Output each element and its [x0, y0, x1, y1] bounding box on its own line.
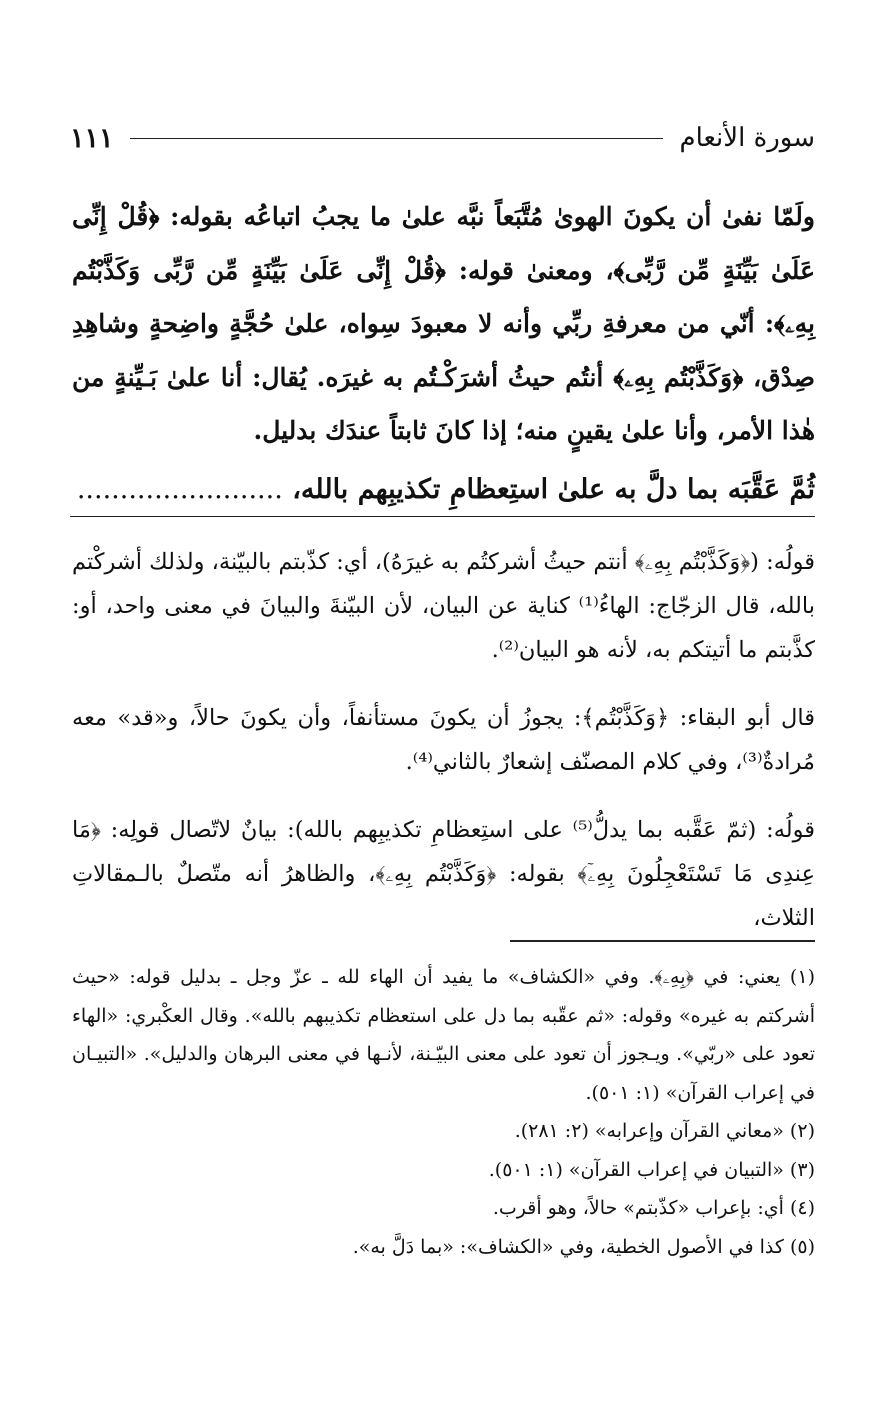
footnote-4: (٤) أي: بإعراب «كذّبتم» حالاً، وهو أقرب.: [492, 1197, 815, 1219]
footnote-2: (٢) «معاني القرآن وإعرابه» (٢: ٢٨١).: [514, 1120, 815, 1142]
page-number: ١١١: [70, 122, 114, 154]
footnotes: [72, 958, 815, 1266]
footnote-5: (٥) كذا في الأصول الخطية، وفي «الكشاف»: «بما دَلَّ به».: [352, 1235, 815, 1258]
section-divider: [70, 516, 815, 517]
footnote-3: (٣) «التبيان في إعراب القرآن» (١: ٥٠١).: [488, 1158, 815, 1181]
gloss-paragraph-1: [72, 540, 815, 672]
commentary-text: ولَمّا نفىٰ أن يكونَ الهوىٰ مُتَّبَعاً نبَّه علىٰ ما يجبُ اتباعُه بقوله: ﴿قُلْ إِنِّى عَلَىٰ بَيِّنَةٍ مِّن رَّبِّى﴾، ومعنىٰ قوله: ﴿قُلْ إِنِّى عَلَىٰ بَيِّنَةٍ مِّن رَّبِّى وَكَذَّبْتُم بِهِۦ﴾: أنّي من معرفةِ ربِّي وأنه لا معبودَ سِواه، علىٰ حُجَّةٍ واضِحةٍ وشاهِدِ صِدْق، ﴿وَكَذَّبْتُم بِهِۦ﴾ أنتُم حيثُ أشرَكْـتُم به غيرَه. يُقال: أنا علىٰ بَـيِّنةٍ من هٰذا الأمر، وأنا علىٰ يقينٍ منه؛ إذا كانَ ثابتاً عندَك بدليل.: [72, 202, 815, 445]
footnote-1: (١) يعني: في ﴿بِهِۦ﴾. وفي «الكشاف» ما يفيد أن الهاء لله ـ عزّ وجل ـ بدليل قوله: «حيث أشركتم به غيره» وقوله: «ثم عقّبه بما دل على استعظام تكذيبهم بالله». وقال العكْبري: «الهاء تعود على «ربّي». ويـجوز أن تعود على معنى البيّـنة، لأنـها في معنى البرهان والدليل». «التبيـان في إعراب القرآن» (١: ٥٠١).: [72, 966, 815, 1104]
gloss-paragraph-3: [72, 808, 815, 940]
footnote-separator: [510, 940, 815, 942]
section-heading: [72, 470, 815, 510]
gloss-text-2: قال أبو البقاء: ﴿وَكَذَّبْتُم﴾: يجوزُ أن يكونَ مستأنفاً، وأن يكونَ حالاً، و«قد» معه مُرادةٌ⁽³⁾، وفي كلام المصنّف إشعارٌ بالثاني⁽⁴⁾.: [72, 705, 815, 775]
gloss-text-3: قولُه: (ثمّ عَقَّبه بما يدلُّ⁽⁵⁾ على استِعظامِ تكذيبِهم بالله): بيانٌ لاتّصال قولِه: ﴿مَا عِندِى مَا تَسْتَعْجِلُونَ بِهِۦٓ﴾ بقوله: ﴿وَكَذَّبْتُم بِهِۦ﴾، والظاهرُ أنه متّصلٌ بالـمقالاتِ الثلاث،: [72, 817, 815, 931]
section-heading-dots: ........................: [76, 474, 283, 505]
gloss-paragraph-2: [72, 696, 815, 784]
gloss-text-1: قولُه: (﴿وَكَذَّبْتُم بِهِۦ﴾ أنتم حيثُ أشركتُم به غيرَهُ)، أي: كذّبتم بالبيّنة، ولذلك أشركْتم بالله، قال الزجّاج: الهاءُ⁽¹⁾ كناية عن البيان، لأن البيّنةَ والبيانَ في معنى واحد، أو: كذَّبتم ما أتيتكم به، لأنه هو البيان⁽²⁾.: [72, 549, 816, 663]
surah-title: سورة الأنعام: [679, 123, 815, 153]
header-rule: [130, 138, 664, 139]
section-heading-text: ثُمَّ عَقَّبَه بما دلَّ به علىٰ استِعظامِ تكذيبِهم بالله،: [292, 474, 815, 505]
page-header: [70, 118, 815, 158]
